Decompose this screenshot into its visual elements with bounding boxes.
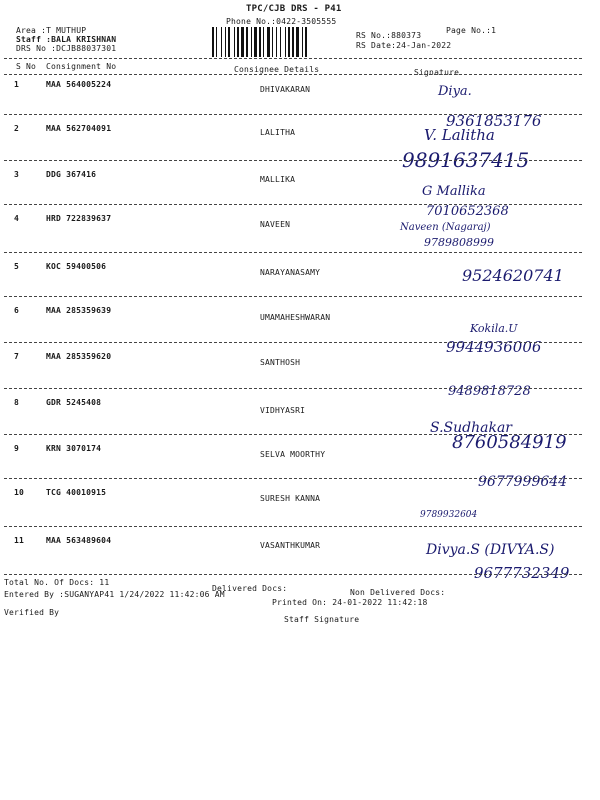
row-sno: 8: [14, 398, 20, 407]
row-handwritten-phone: 9524620741: [462, 266, 564, 285]
staff-signature: Staff Signature: [284, 615, 360, 624]
row-handwritten-phone: 9361853176: [446, 112, 542, 130]
header-divider: [4, 58, 582, 59]
delivered-docs: Delivered Docs:: [212, 584, 288, 593]
row-consignee-name: SANTHOSH: [260, 358, 301, 367]
row-handwritten-signature: Diya.: [438, 84, 472, 99]
row-handwritten-phone: 9789932604: [420, 510, 478, 520]
row-consignee-name: LALITHA: [260, 128, 296, 137]
column-consignee: Consignee Details: [234, 65, 320, 74]
row-sno: 10: [14, 488, 25, 497]
row-handwritten-phone: 9789808999: [424, 236, 494, 249]
row-consignee-name: SURESH KANNA: [260, 494, 321, 503]
row-consignee-name: VIDHYASRI: [260, 406, 306, 415]
row-sno: 5: [14, 262, 20, 271]
column-consignment: Consignment No: [46, 62, 117, 71]
row-divider: [4, 478, 582, 479]
row-sno: 2: [14, 124, 20, 133]
rs-date: RS Date:24-Jan-2022: [356, 41, 452, 50]
row-consignment-number: MAA 285359620: [46, 352, 112, 361]
row-consignment-number: MAA 562704091: [46, 124, 112, 133]
non-delivered-docs: Non Delivered Docs:: [350, 588, 446, 597]
row-consignment-number: KRN 3070174: [46, 444, 102, 453]
rs-number: RS No.:880373: [356, 31, 422, 40]
row-sno: 3: [14, 170, 20, 179]
row-consignment-number: GDR 5245408: [46, 398, 102, 407]
row-sno: 4: [14, 214, 20, 223]
row-consignment-number: KOC 59400506: [46, 262, 107, 271]
row-handwritten-signature: Naveen (Nagaraj): [400, 222, 491, 233]
row-handwritten-phone: 8760584919: [452, 432, 567, 453]
row-consignee-name: VASANTHKUMAR: [260, 541, 321, 550]
row-divider: [4, 388, 582, 389]
row-divider: [4, 342, 582, 343]
entered-by: Entered By :SUGANYAP41 1/24/2022 11:42:06 AM: [4, 590, 225, 599]
row-divider: [4, 252, 582, 253]
row-consignment-number: MAA 563489604: [46, 536, 112, 545]
row-consignee-name: SELVA MOORTHY: [260, 450, 326, 459]
row-consignee-name: DHIVAKARAN: [260, 85, 311, 94]
row-consignment-number: MAA 564005224: [46, 80, 112, 89]
row-sno: 9: [14, 444, 20, 453]
row-handwritten-signature: V. Lalitha: [424, 126, 495, 144]
document-title: TPC/CJB DRS - P41: [246, 4, 342, 14]
row-consignee-name: NARAYANASAMY: [260, 268, 321, 277]
row-consignee-name: UMAMAHESHWARAN: [260, 313, 331, 322]
total-docs: Total No. Of Docs: 11: [4, 578, 110, 587]
row-consignment-number: MAA 285359639: [46, 306, 112, 315]
row-handwritten-phone: 9677732349: [474, 564, 570, 582]
row-consignee-name: MALLIKA: [260, 175, 296, 184]
row-handwritten-phone: 9489818728: [448, 384, 531, 399]
staff-label: Staff :BALA KRISHNAN: [16, 35, 117, 44]
row-consignee-name: NAVEEN: [260, 220, 291, 229]
row-divider: [4, 114, 582, 115]
footer-divider: [4, 574, 582, 575]
row-consignment-number: TCG 40010915: [46, 488, 107, 497]
row-divider: [4, 296, 582, 297]
verified-by: Verified By: [4, 608, 60, 617]
row-divider: [4, 526, 582, 527]
header-divider-bottom: [4, 74, 582, 75]
row-divider: [4, 160, 582, 161]
column-signature: Signature: [414, 68, 460, 77]
row-sno: 1: [14, 80, 20, 89]
row-handwritten-phone: 9677999644: [478, 474, 568, 490]
row-sno: 7: [14, 352, 20, 361]
row-handwritten-signature: S.Sudhakar: [430, 420, 512, 436]
barcode-image: [212, 27, 352, 57]
row-consignment-number: DDG 367416: [46, 170, 97, 179]
phone-number: Phone No.:0422-3505555: [226, 17, 337, 26]
row-handwritten-phone: 9944936006: [446, 338, 542, 356]
area-label: Area :T MUTHUP: [16, 26, 87, 35]
row-sno: 11: [14, 536, 25, 545]
printed-on: Printed On: 24-01-2022 11:42:18: [272, 598, 428, 607]
row-consignment-number: HRD 722839637: [46, 214, 112, 223]
drs-number: DRS No :DCJB88037301: [16, 44, 117, 53]
row-handwritten-phone: 7010652368: [426, 204, 509, 219]
row-handwritten-phone: 9891637415: [402, 148, 530, 172]
row-divider: [4, 204, 582, 205]
column-sno: S No: [16, 62, 37, 71]
row-handwritten-signature: G Mallika: [422, 184, 486, 199]
row-divider: [4, 434, 582, 435]
row-handwritten-signature: Kokila.U: [470, 322, 518, 335]
row-handwritten-signature: Divya.S (DIVYA.S): [426, 542, 555, 558]
page-number: Page No.:1: [446, 26, 497, 35]
row-sno: 6: [14, 306, 20, 315]
